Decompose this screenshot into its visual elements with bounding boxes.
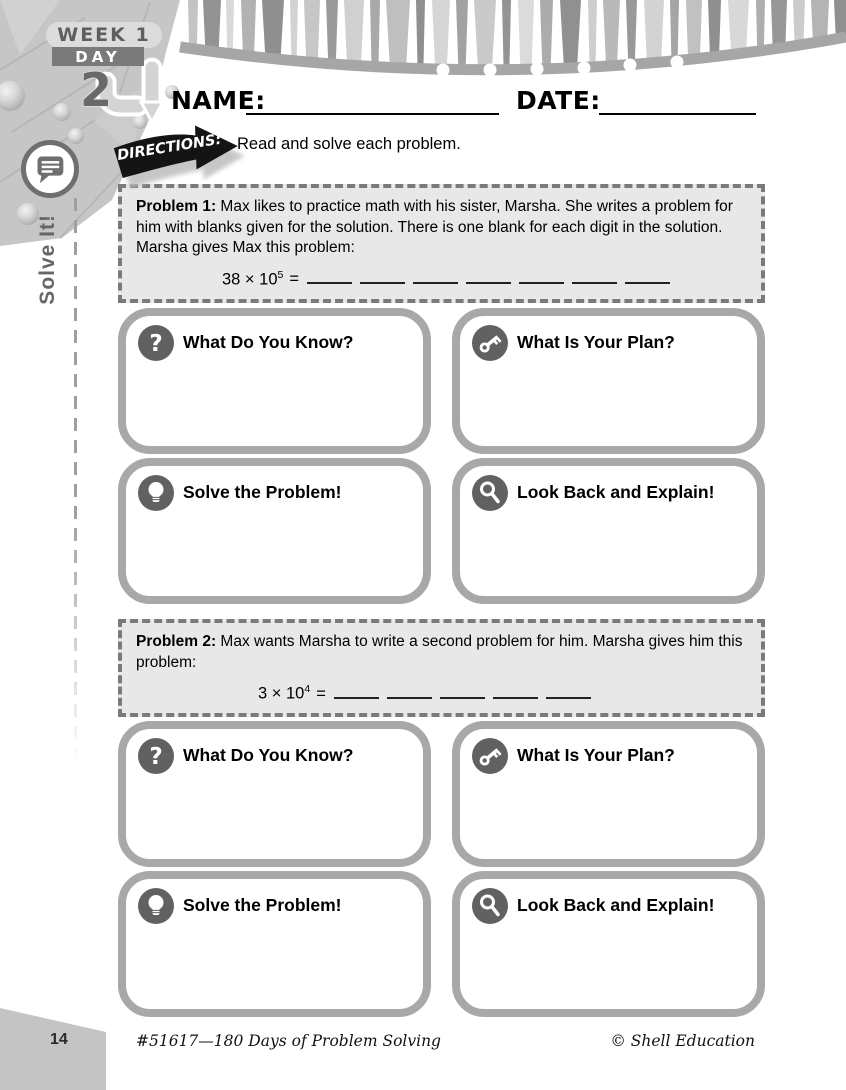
answer-box-solve[interactable]: [118, 871, 431, 1017]
answer-box-know[interactable]: [118, 308, 431, 454]
directions-text: Read and solve each problem.: [237, 135, 461, 153]
answer-box-plan[interactable]: [452, 308, 765, 454]
answer-box-know[interactable]: [118, 721, 431, 867]
problem-1-equation: $38 \times 10^5$ =: [222, 269, 747, 291]
answer-box-label: What Do You Know?: [183, 745, 354, 765]
answer-box-label: Look Back and Explain!: [517, 895, 715, 915]
answer-blank[interactable]: [546, 684, 591, 699]
problem-2-title: Problem 2:: [136, 633, 217, 650]
answer-blank[interactable]: [519, 269, 564, 284]
week-label: WEEK 1: [57, 24, 151, 46]
answer-box-explain[interactable]: [452, 458, 765, 604]
answer-blank[interactable]: [440, 684, 485, 699]
problem-1-text: Max likes to practice math with his sister, Marsha. She writes a problem for him with blanks given for the solution. There is one blank for each digit in the solution. Marsha gives Max this problem:: [136, 198, 733, 257]
answer-blank[interactable]: [360, 269, 405, 284]
problem-1-answer-grid: [118, 308, 765, 604]
date-label: DATE:: [516, 86, 601, 115]
key-icon: [472, 738, 508, 774]
answer-box-label: Solve the Problem!: [183, 482, 342, 502]
lightbulb-icon: [138, 475, 174, 511]
answer-box-plan[interactable]: [452, 721, 765, 867]
sidebar-dashed-rule: [74, 198, 77, 764]
speech-bubble-badge: [21, 140, 79, 198]
svg-text:?: ?: [149, 331, 163, 357]
answer-blank[interactable]: [572, 269, 617, 284]
problem-2-answer-grid: [118, 721, 765, 1017]
question-mark-icon: [138, 325, 174, 361]
answer-box-label: What Is Your Plan?: [517, 332, 675, 352]
problem-2-text: Max wants Marsha to write a second problem for him. Marsha gives him this problem:: [136, 633, 743, 671]
magnifying-glass-icon: [472, 888, 508, 924]
answer-box-explain[interactable]: [452, 871, 765, 1017]
sidebar-label: Solve It!: [36, 214, 59, 305]
problem-1-box: [118, 184, 765, 303]
name-label: NAME:: [171, 86, 266, 115]
directions-label: DIRECTIONS:: [116, 131, 223, 164]
key-icon: [472, 325, 508, 361]
answer-blank[interactable]: [466, 269, 511, 284]
page-number: 14: [50, 1031, 68, 1048]
answer-box-solve[interactable]: [118, 458, 431, 604]
answer-box-label: What Do You Know?: [183, 332, 354, 352]
directions-arrow: [108, 118, 258, 192]
question-mark-icon: [138, 738, 174, 774]
day-label: DAY: [75, 48, 121, 66]
answer-box-label: Solve the Problem!: [183, 895, 342, 915]
footer-publisher: © Shell Education: [610, 1032, 755, 1050]
day-number: 2: [79, 63, 113, 117]
date-input-line[interactable]: [599, 113, 756, 115]
answer-blank[interactable]: [413, 269, 458, 284]
problem-1-title: Problem 1:: [136, 198, 217, 215]
answer-blank[interactable]: [387, 684, 432, 699]
svg-text:?: ?: [149, 744, 163, 770]
answer-blank[interactable]: [307, 269, 352, 284]
lightbulb-icon: [138, 888, 174, 924]
answer-box-label: What Is Your Plan?: [517, 745, 675, 765]
footer-book-title: #51617—180 Days of Problem Solving: [136, 1032, 441, 1050]
name-input-line[interactable]: [246, 113, 499, 115]
magnifying-glass-icon: [472, 475, 508, 511]
answer-box-label: Look Back and Explain!: [517, 482, 715, 502]
answer-blank[interactable]: [493, 684, 538, 699]
answer-blank[interactable]: [625, 269, 670, 284]
problem-2-equation: $3 \times 10^4$ =: [258, 683, 747, 705]
speech-bubble-icon: [30, 149, 70, 189]
answer-blank[interactable]: [334, 684, 379, 699]
problem-2-box: [118, 619, 765, 717]
